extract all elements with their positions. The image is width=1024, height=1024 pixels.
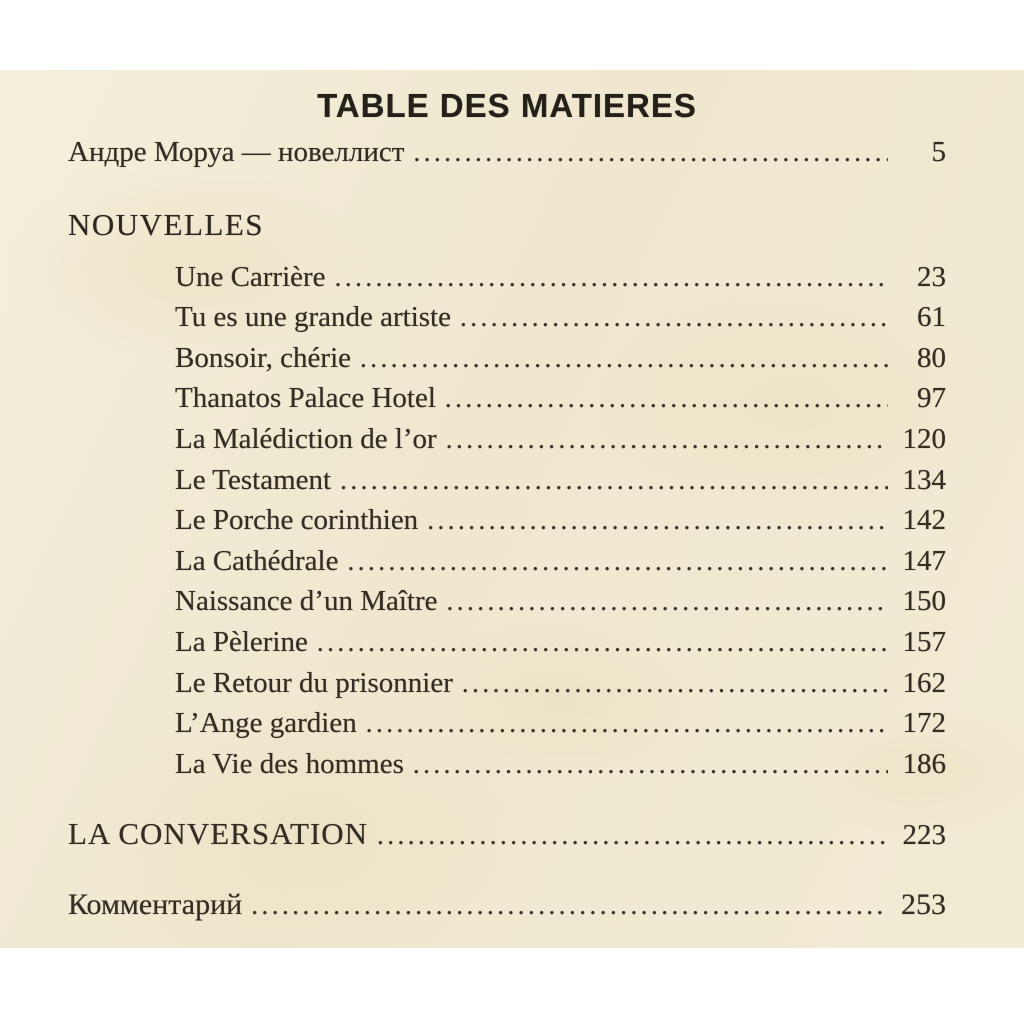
leader-dots xyxy=(413,748,888,781)
toc-entry xyxy=(175,464,946,505)
toc-entry xyxy=(175,504,946,545)
book-page xyxy=(0,70,1024,948)
entry-label: Комментарий xyxy=(68,888,243,922)
toc-entry xyxy=(175,626,946,667)
entry-page-number: 223 xyxy=(902,819,946,852)
entry-label: Le Testament xyxy=(175,463,332,496)
leader-dots xyxy=(427,504,888,537)
toc-entry xyxy=(175,748,946,789)
entry-page-number: 162 xyxy=(902,666,946,699)
leader-dots xyxy=(366,707,888,740)
leader-dots xyxy=(347,545,888,578)
entry-page-number: 5 xyxy=(931,136,946,168)
leader-dots xyxy=(447,585,888,618)
toc-entry xyxy=(175,585,946,626)
entry-label: Le Retour du prisonnier xyxy=(175,666,453,699)
entry-label: Bonsoir, chérie xyxy=(175,341,352,374)
entry-label: La Malédiction de l’or xyxy=(175,422,437,455)
entry-label: L’Ange gardien xyxy=(175,707,357,740)
section-heading: NOUVELLES xyxy=(68,206,265,242)
page-title: TABLE DES MATIERES xyxy=(317,87,697,124)
toc-entry xyxy=(175,707,946,748)
entry-page-number: 172 xyxy=(902,707,946,740)
entry-page-number: 23 xyxy=(917,260,946,293)
entry-page-number: 134 xyxy=(902,463,946,496)
entry-page-number: 80 xyxy=(917,341,946,374)
leader-dots xyxy=(413,136,888,169)
toc-entry-intro xyxy=(68,136,946,177)
leader-dots xyxy=(340,464,888,497)
leader-dots xyxy=(445,382,888,415)
entry-label: Une Carrière xyxy=(175,260,326,293)
entry-label: La Vie des hommes xyxy=(175,747,404,780)
entry-page-number: 186 xyxy=(902,747,946,780)
entry-label: LA CONVERSATION xyxy=(68,816,369,852)
leader-dots xyxy=(460,301,888,334)
leader-dots xyxy=(251,888,888,922)
toc-entry xyxy=(175,261,946,302)
entry-label: La Pèlerine xyxy=(175,625,308,658)
toc-entry xyxy=(175,545,946,586)
entry-page-number: 120 xyxy=(902,422,946,455)
entry-label: Thanatos Palace Hotel xyxy=(175,382,436,415)
leader-dots xyxy=(360,342,888,375)
entry-page-number: 253 xyxy=(901,888,946,922)
entry-label: Андре Моруа — новеллист xyxy=(68,136,405,168)
leader-dots xyxy=(335,261,888,294)
leader-dots xyxy=(377,819,888,852)
toc-entry-commentary xyxy=(68,888,946,929)
leader-dots xyxy=(446,423,888,456)
toc-entries xyxy=(175,261,946,789)
entry-page-number: 142 xyxy=(902,504,946,537)
entry-page-number: 61 xyxy=(917,301,946,334)
toc-entry-la-conversation xyxy=(68,816,946,858)
leader-dots xyxy=(462,667,888,700)
entry-label: La Cathédrale xyxy=(175,544,339,577)
entry-page-number: 147 xyxy=(902,544,946,577)
entry-label: Le Porche corinthien xyxy=(175,504,419,537)
entry-page-number: 150 xyxy=(902,585,946,618)
toc-entry xyxy=(175,423,946,464)
entry-page-number: 157 xyxy=(902,625,946,658)
toc-entry xyxy=(175,382,946,423)
entry-label: Tu es une grande artiste xyxy=(175,301,451,334)
toc-entry xyxy=(175,301,946,342)
leader-dots xyxy=(317,626,888,659)
toc-entry xyxy=(175,342,946,383)
entry-page-number: 97 xyxy=(917,382,946,415)
toc-entry xyxy=(175,667,946,708)
entry-label: Naissance d’un Maître xyxy=(175,585,438,618)
